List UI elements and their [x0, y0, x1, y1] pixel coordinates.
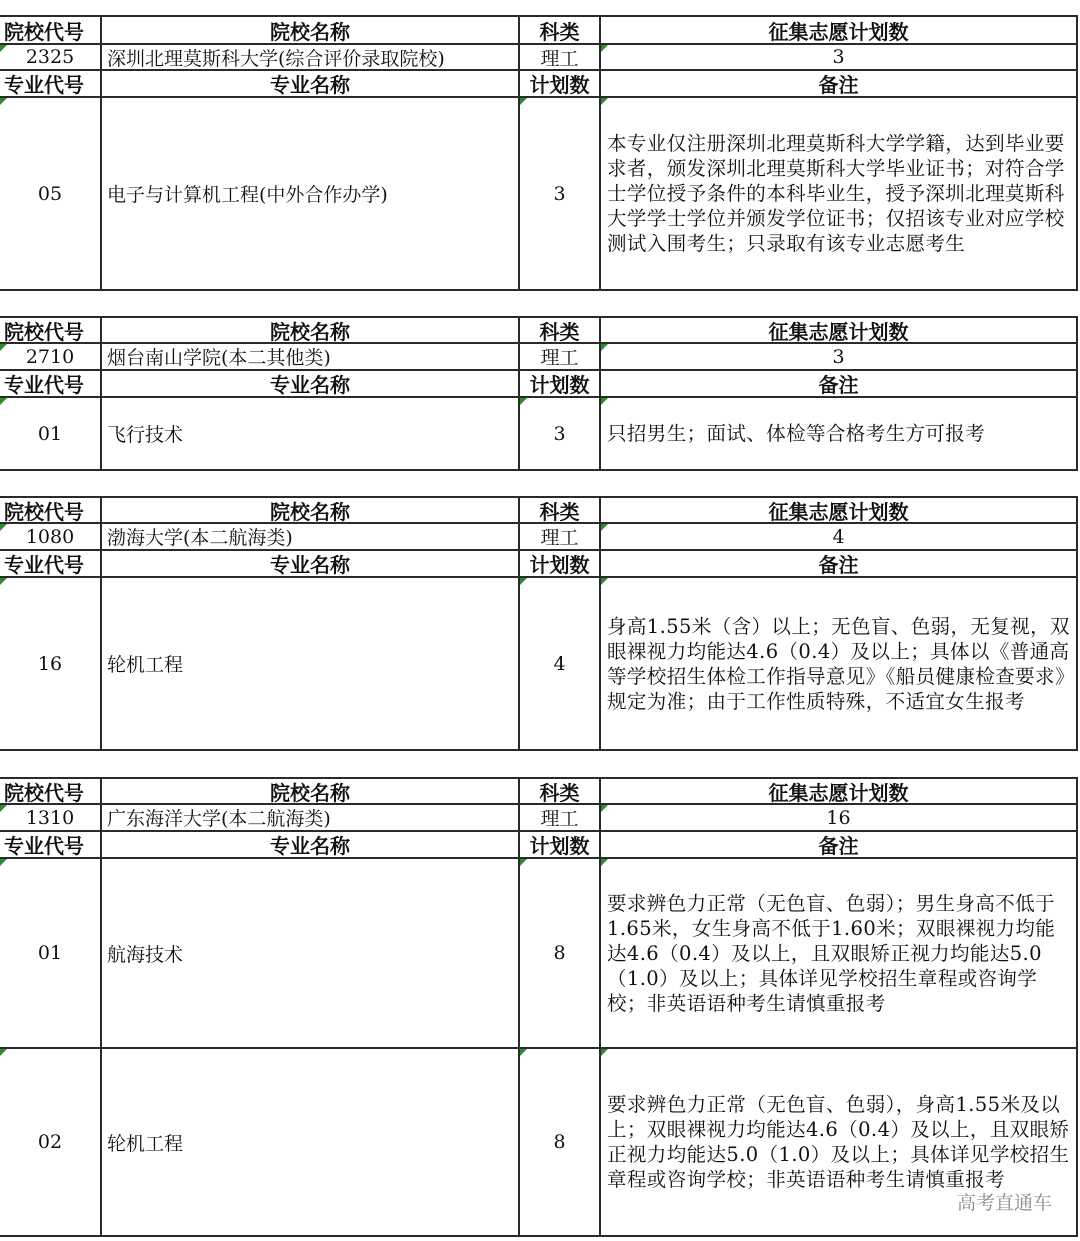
school-code-header: 院校代号: [0, 17, 102, 43]
major-header-row: [0, 830, 1078, 857]
school-name-header: 院校名称: [102, 17, 520, 43]
school-name: 烟台南山学院(本二其他类): [102, 344, 520, 369]
school-value-row: [0, 803, 1078, 830]
school-category: 理工: [520, 344, 601, 369]
school-code: 2325: [0, 45, 102, 69]
plan-total-header: 征集志愿计划数: [601, 779, 1078, 803]
major-header-row: [0, 549, 1078, 576]
major-code: 05: [0, 98, 102, 289]
school-name: 深圳北理莫斯科大学(综合评价录取院校): [102, 45, 520, 69]
school-plan-total: 3: [601, 45, 1078, 69]
major-plan: 3: [520, 98, 601, 289]
school-header-row: [0, 777, 1078, 803]
school-code-header: 院校代号: [0, 318, 102, 342]
major-remark: 要求辨色力正常（无色盲、色弱）；男生身高不低于1.65米，女生身高不低于1.60米；双眼裸视力均能达4.6（0.4）及以上，且双眼矫正视力均能达5.0（1.0）及以上；具体详见学校招生章程或咨询学校；非英语语种考生请慎重报考: [601, 859, 1078, 1047]
school-name-header: 院校名称: [102, 318, 520, 342]
major-remark: 只招男生；面试、体检等合格考生方可报考: [601, 398, 1078, 469]
school-code: 2710: [0, 344, 102, 369]
major-code: 16: [0, 578, 102, 749]
major-name-header: 专业名称: [102, 832, 520, 857]
major-code: 01: [0, 859, 102, 1047]
school-plan-total: 16: [601, 805, 1078, 830]
major-header-row: [0, 369, 1078, 396]
watermark: 高考直通车: [956, 1192, 1052, 1214]
school-category: 理工: [520, 524, 601, 549]
school-plan-total: 4: [601, 524, 1078, 549]
major-remark: 要求辨色力正常（无色盲、色弱），身高1.55米及以上；双眼裸视力均能达4.6（0.4）及以上，且双眼矫正视力均能达5.0（1.0）及以上；具体详见学校招生章程或咨询学校；非英语语种考生请慎重报考: [601, 1049, 1078, 1235]
major-remark: 身高1.55米（含）以上；无色盲、色弱，无复视，双眼裸视力均能达4.6（0.4）及以上；具体以《普通高等学校招生体检工作指导意见》《船员健康检查要求》规定为准；由于工作性质特殊，不适宜女生报考: [601, 578, 1078, 749]
school-header-row: [0, 496, 1078, 522]
major-code-header: 专业代号: [0, 832, 102, 857]
major-remark: 本专业仅注册深圳北理莫斯科大学学籍，达到毕业要求者，颁发深圳北理莫斯科大学毕业证书；对符合学士学位授予条件的本科毕业生，授予深圳北理莫斯科大学学士学位并颁发学位证书；仅招该专业对应学校测试入围考生；只录取有该专业志愿考生: [601, 98, 1078, 289]
major-name-header: 专业名称: [102, 371, 520, 396]
major-name-header: 专业名称: [102, 71, 520, 96]
major-name: 轮机工程: [102, 1049, 520, 1235]
category-header: 科类: [520, 318, 601, 342]
major-code: 02: [0, 1049, 102, 1235]
school-code-header: 院校代号: [0, 779, 102, 803]
major-plan: 8: [520, 859, 601, 1047]
major-name: 电子与计算机工程(中外合作办学): [102, 98, 520, 289]
major-row: [0, 1047, 1078, 1237]
major-code-header: 专业代号: [0, 371, 102, 396]
major-name: 轮机工程: [102, 578, 520, 749]
school-header-row: [0, 316, 1078, 342]
school-code: 1310: [0, 805, 102, 830]
plan-total-header: 征集志愿计划数: [601, 17, 1078, 43]
major-plan: 4: [520, 578, 601, 749]
remark-header: 备注: [601, 71, 1078, 96]
major-row: [0, 396, 1078, 471]
school-plan-total: 3: [601, 344, 1078, 369]
major-name: 飞行技术: [102, 398, 520, 469]
category-header: 科类: [520, 498, 601, 522]
major-code-header: 专业代号: [0, 71, 102, 96]
major-name: 航海技术: [102, 859, 520, 1047]
school-code-header: 院校代号: [0, 498, 102, 522]
remark-header: 备注: [601, 551, 1078, 576]
school-category: 理工: [520, 805, 601, 830]
plan-header: 计划数: [520, 71, 601, 96]
major-plan: 3: [520, 398, 601, 469]
plan-total-header: 征集志愿计划数: [601, 318, 1078, 342]
school-code: 1080: [0, 524, 102, 549]
major-row: [0, 96, 1078, 291]
school-name-header: 院校名称: [102, 498, 520, 522]
major-header-row: [0, 69, 1078, 96]
major-plan: 8: [520, 1049, 601, 1235]
school-value-row: [0, 43, 1078, 69]
major-row: [0, 857, 1078, 1047]
plan-header: 计划数: [520, 371, 601, 396]
category-header: 科类: [520, 17, 601, 43]
plan-header: 计划数: [520, 551, 601, 576]
school-name-header: 院校名称: [102, 779, 520, 803]
school-name: 渤海大学(本二航海类): [102, 524, 520, 549]
plan-total-header: 征集志愿计划数: [601, 498, 1078, 522]
school-header-row: [0, 15, 1078, 43]
school-category: 理工: [520, 45, 601, 69]
remark-header: 备注: [601, 371, 1078, 396]
remark-header: 备注: [601, 832, 1078, 857]
major-name-header: 专业名称: [102, 551, 520, 576]
school-value-row: [0, 342, 1078, 369]
category-header: 科类: [520, 779, 601, 803]
major-code-header: 专业代号: [0, 551, 102, 576]
school-value-row: [0, 522, 1078, 549]
major-code: 01: [0, 398, 102, 469]
school-name: 广东海洋大学(本二航海类): [102, 805, 520, 830]
major-row: [0, 576, 1078, 751]
plan-header: 计划数: [520, 832, 601, 857]
